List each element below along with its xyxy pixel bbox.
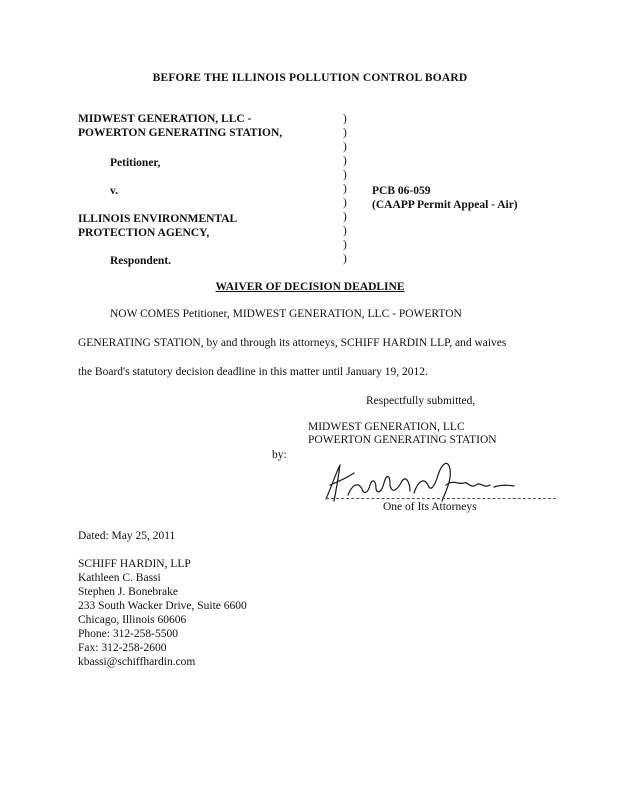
petitioner-role: Petitioner, xyxy=(110,157,161,169)
caption-paren: ) xyxy=(343,141,347,153)
caption-paren: ) xyxy=(343,169,347,181)
caption-paren: ) xyxy=(343,211,347,223)
body-line-3: the Board's statutory decision deadline in this matter until January 19, 2012. xyxy=(78,366,428,378)
petitioner-name-line2: POWERTON GENERATING STATION, xyxy=(78,127,283,139)
case-number: PCB 06-059 xyxy=(372,185,431,197)
petitioner-name-line1: MIDWEST GENERATION, LLC - xyxy=(78,113,252,125)
dated-line: Dated: May 25, 2011 xyxy=(78,530,176,542)
by-label: by: xyxy=(272,449,287,461)
firm-phone: Phone: 312-258-5500 xyxy=(78,628,178,640)
caption-paren: ) xyxy=(343,127,347,139)
caption-paren: ) xyxy=(343,239,347,251)
waiver-heading: WAIVER OF DECISION DEADLINE xyxy=(215,281,405,293)
handwritten-signature xyxy=(318,455,518,507)
caption-paren: ) xyxy=(343,155,347,167)
firm-name: SCHIFF HARDIN, LLP xyxy=(78,558,191,570)
caption-paren: ) xyxy=(343,253,347,265)
body-line-1: NOW COMES Petitioner, MIDWEST GENERATION, LLC - POWERTON xyxy=(110,308,462,320)
client-name-line1: MIDWEST GENERATION, LLC xyxy=(308,421,465,433)
caption-paren: ) xyxy=(343,225,347,237)
attorney-name-1: Kathleen C. Bassi xyxy=(78,572,161,584)
caption-paren: ) xyxy=(343,183,347,195)
document-title: BEFORE THE ILLINOIS POLLUTION CONTROL BOARD xyxy=(152,72,468,84)
caption-paren: ) xyxy=(343,197,347,209)
firm-address-line2: Chicago, Illinois 60606 xyxy=(78,614,187,626)
body-line-2: GENERATING STATION, by and through its attorneys, SCHIFF HARDIN LLP, and waives xyxy=(78,337,507,349)
signature-line xyxy=(326,498,556,499)
respondent-name-line1: ILLINOIS ENVIRONMENTAL xyxy=(78,213,238,225)
respectfully-submitted: Respectfully submitted, xyxy=(366,395,476,407)
case-type: (CAAPP Permit Appeal - Air) xyxy=(372,199,518,211)
respondent-name-line2: PROTECTION AGENCY, xyxy=(78,227,210,239)
signature-caption: One of Its Attorneys xyxy=(383,501,477,513)
firm-fax: Fax: 312-258-2600 xyxy=(78,642,167,654)
caption-paren: ) xyxy=(343,113,347,125)
respondent-role: Respondent. xyxy=(110,255,172,267)
firm-address-line1: 233 South Wacker Drive, Suite 6600 xyxy=(78,600,247,612)
versus-label: v. xyxy=(110,185,118,197)
attorney-name-2: Stephen J. Bonebrake xyxy=(78,586,178,598)
client-name-line2: POWERTON GENERATING STATION xyxy=(308,434,497,446)
firm-email: kbassi@schiffhardin.com xyxy=(78,656,196,668)
